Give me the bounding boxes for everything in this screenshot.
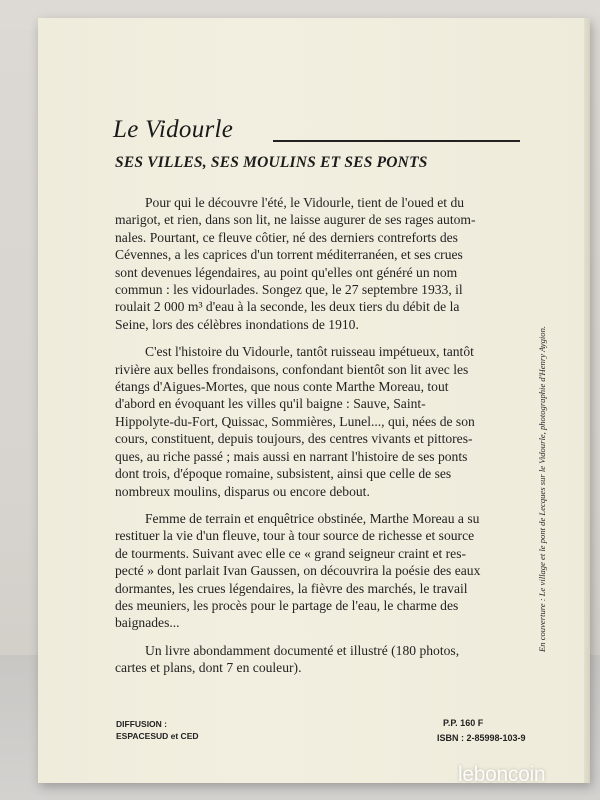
blurb-paragraph-2 xyxy=(115,343,524,500)
blurb-line: dont trois, d'époque romaine, subsistent, ainsi que celle de ses xyxy=(115,466,452,482)
blurb-line: cartes et plans, dont 7 en couleur). xyxy=(115,660,302,676)
diffusion-label: DIFFUSION : xyxy=(116,719,167,729)
blurb-line: commun : les vidourlades. Songez que, le 27 septembre 1933, il xyxy=(115,282,463,298)
blurb-text xyxy=(115,194,524,677)
title-rule xyxy=(273,140,520,142)
blurb-line: roulait 2 000 m³ d'eau à la seconde, les deux tiers du débit de la xyxy=(115,299,460,315)
blurb-line: nales. Pourtant, ce fleuve côtier, né des derniers contreforts des xyxy=(115,229,458,245)
price-info xyxy=(437,716,526,746)
blurb-line: de tourments. Suivant avec elle ce « grand seigneur craint et res- xyxy=(115,545,467,561)
blurb-line: rivière aux belles frondaisons, confondant bientôt son lit avec les xyxy=(115,361,469,377)
blurb-line: pecté » dont parlait Ivan Gaussen, on découvrira la poésie des eaux xyxy=(115,563,481,579)
blurb-line: sont devenues légendaires, au point qu'elles ont généré un nom xyxy=(115,264,458,280)
cover-photo-credit: En couverture : Le village et le pont de Lecques sur le Vidourle, photographie d'Henry Aygion. xyxy=(537,325,547,652)
blurb-line: Pour qui le découvre l'été, le Vidourle, tient de l'oued et du xyxy=(145,195,465,210)
book-page-edge xyxy=(584,18,590,783)
blurb-line: C'est l'histoire du Vidourle, tantôt ruisseau impétueux, tantôt xyxy=(145,344,474,360)
leboncoin-watermark: leboncoin xyxy=(458,763,546,786)
price-text: P.P. 160 F xyxy=(443,718,484,728)
blurb-paragraph-4 xyxy=(115,642,524,677)
blurb-line: marigot, et rien, dans son lit, ne laisse augurer de ses rages autom- xyxy=(115,212,476,228)
isbn-text: ISBN : 2-85998-103-9 xyxy=(437,733,526,743)
book-subtitle: SES VILLES, SES MOULINS ET SES PONTS xyxy=(115,154,428,171)
blurb-line: des meuniers, les procès pour le partage de l'eau, le charme des xyxy=(115,597,459,613)
blurb-line: étangs d'Aigues-Mortes, que nous conte Marthe Moreau, tout xyxy=(115,379,449,395)
blurb-paragraph-3 xyxy=(115,510,524,632)
blurb-line: d'abord en évoquant les villes qu'il baigne : Sauve, Saint- xyxy=(115,396,426,412)
book-title: Le Vidourle xyxy=(113,116,234,143)
blurb-paragraph-1 xyxy=(115,194,524,333)
blurb-line: nombreux moulins, disparus ou encore debout. xyxy=(115,483,370,499)
blurb-line: restituer la vie d'un fleuve, tour à tour source de richesse et source xyxy=(115,528,475,544)
blurb-line: ques, au riche passé ; mais aussi en narrant l'histoire de ses ponts xyxy=(115,448,468,464)
blurb-line: Un livre abondamment documenté et illustré (180 photos, xyxy=(145,642,460,658)
diffusion-value: ESPACESUD et CED xyxy=(116,731,199,741)
blurb-line: baignades... xyxy=(115,615,180,631)
blurb-line: dormantes, les crues légendaires, la fièvre des marchés, le travail xyxy=(115,580,468,596)
distribution-info xyxy=(116,718,199,742)
blurb-line: Seine, lors des célèbres inondations de 1910. xyxy=(115,316,359,332)
blurb-line: Cévennes, a les caprices d'un torrent méditerranéen, et ses crues xyxy=(115,247,463,263)
blurb-line: cours, constituent, depuis toujours, des centres vivants et pittores- xyxy=(115,431,473,447)
blurb-line: Femme de terrain et enquêtrice obstinée, Marthe Moreau a su xyxy=(145,510,480,526)
blurb-line: Hippolyte-du-Fort, Quissac, Sommières, Lunel..., qui, nées de son xyxy=(115,413,475,429)
